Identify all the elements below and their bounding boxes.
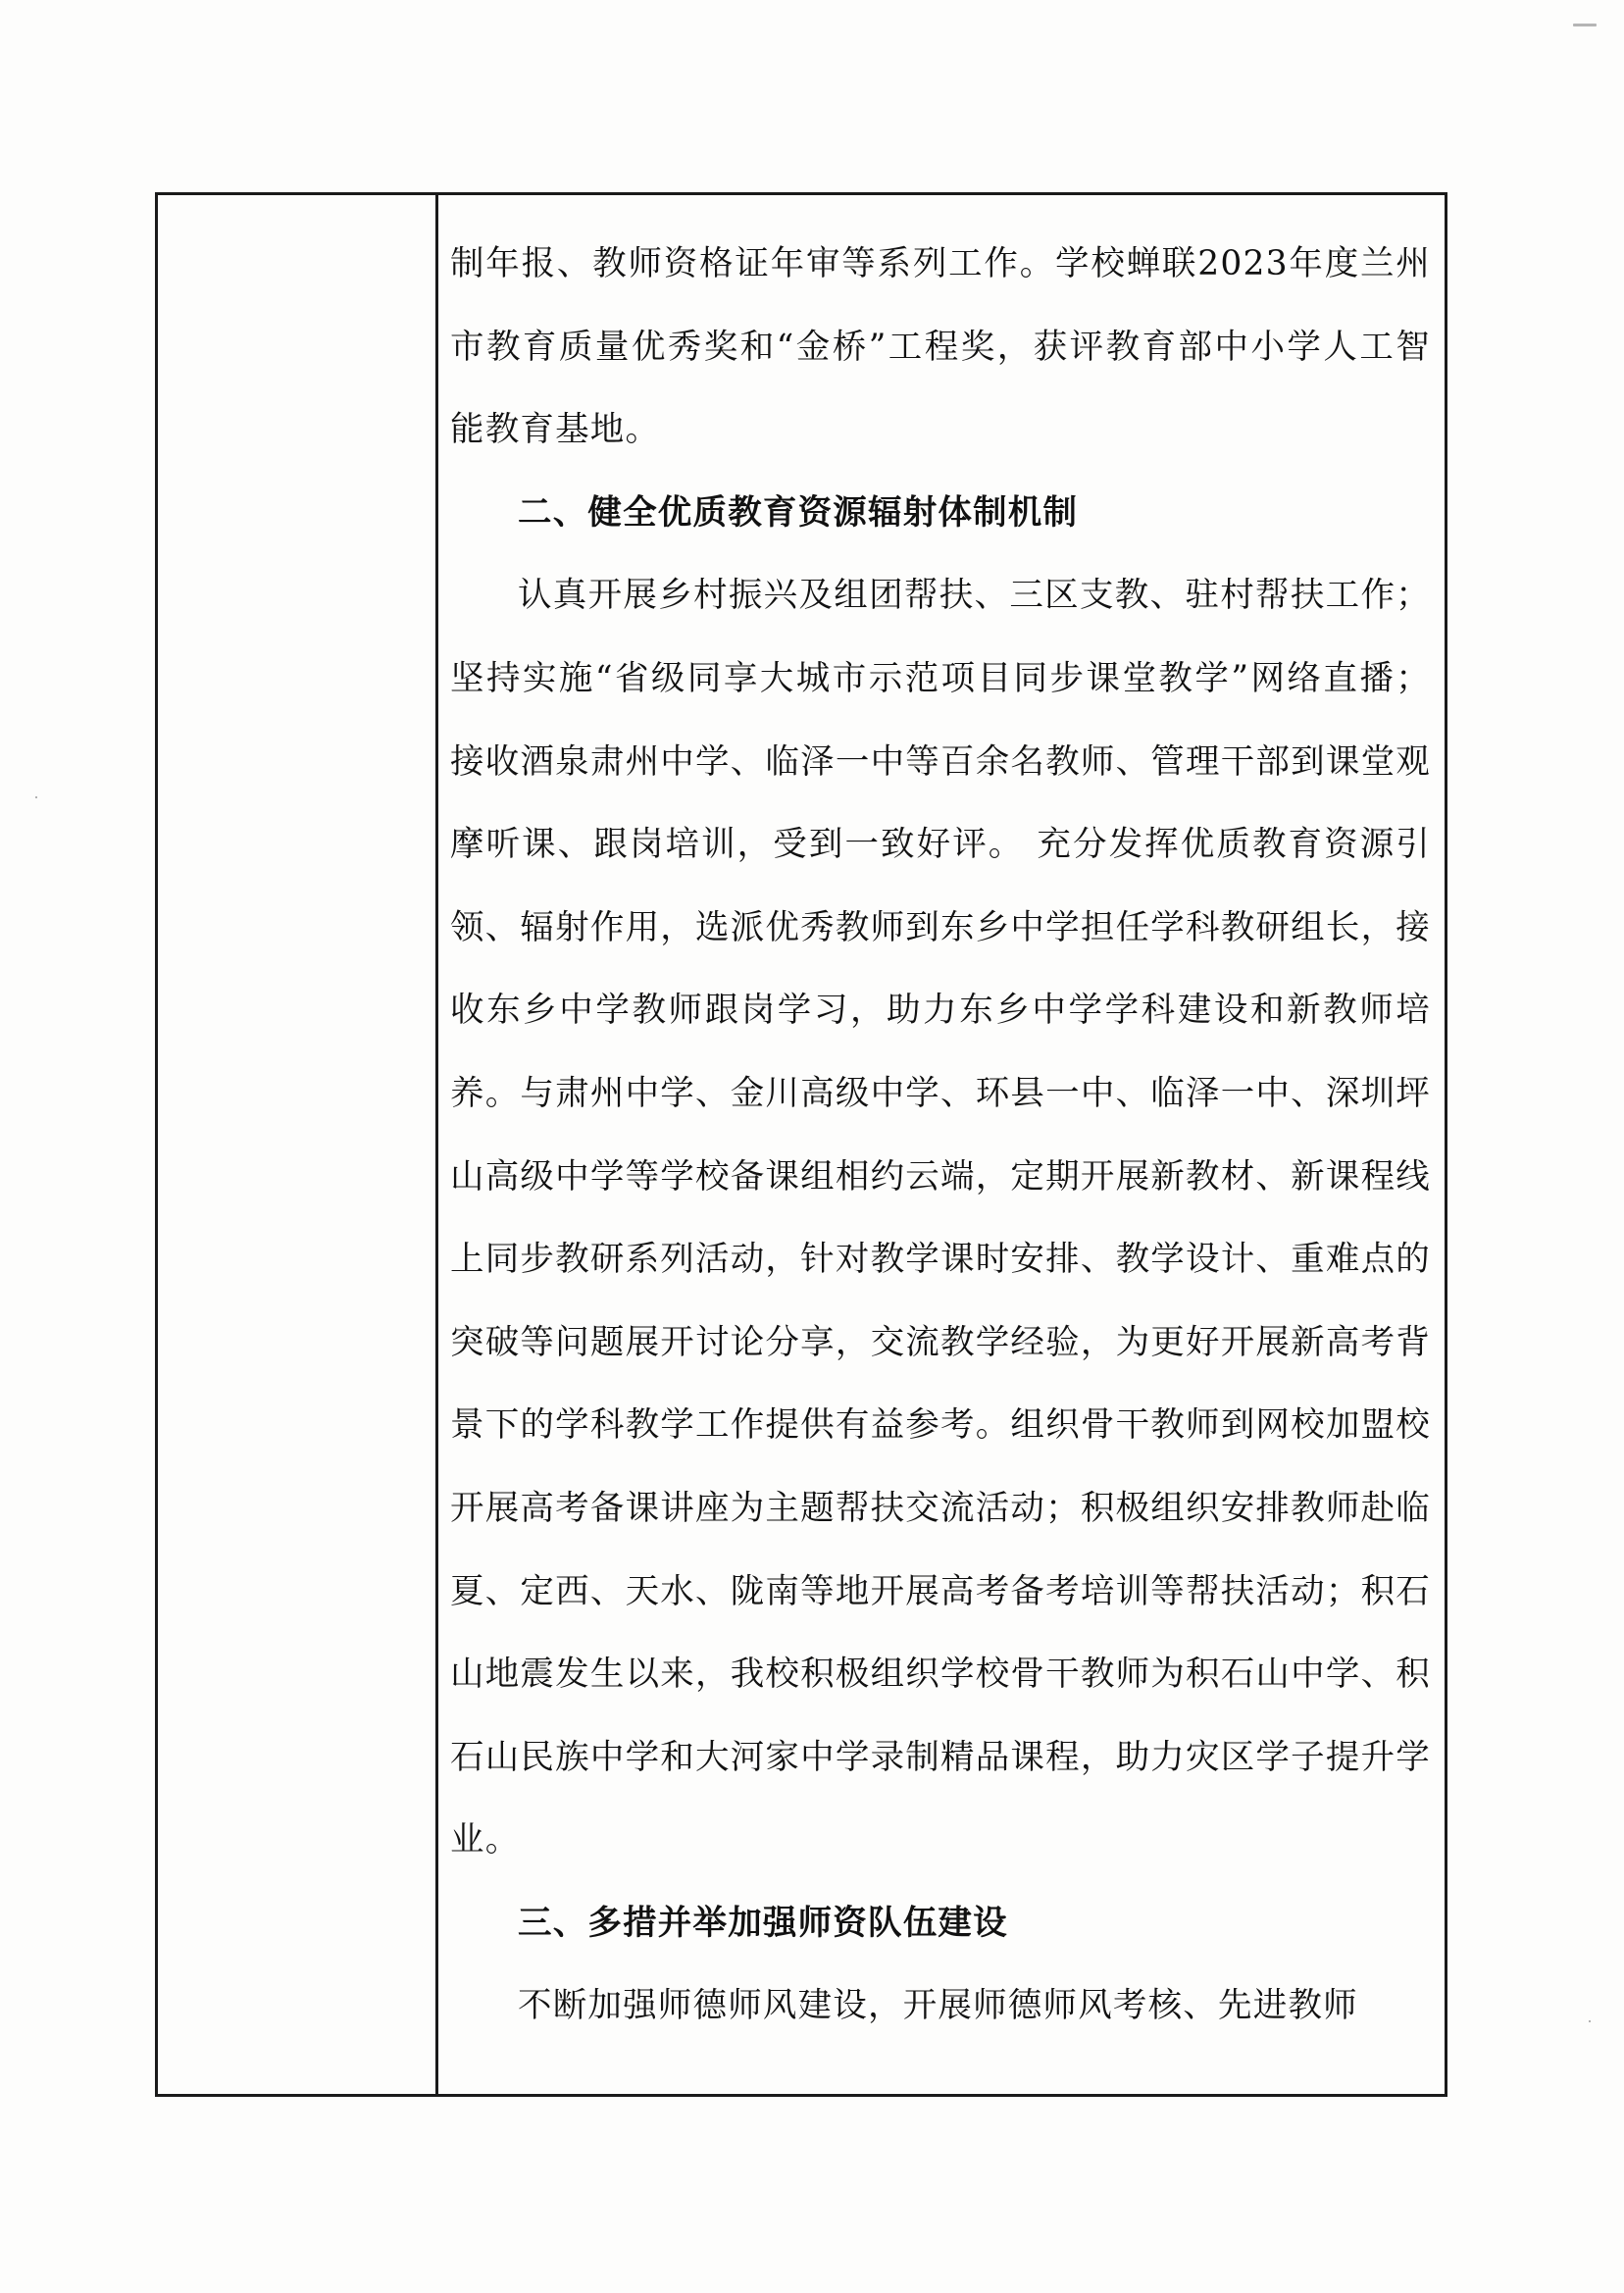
body-paragraph: 认真开展乡村振兴及组团帮扶、三区支教、驻村帮扶工作；坚持实施“省级同享大城市示范项目同步课堂教学”网络直播；接收酒泉肃州中学、临泽一中等百余名教师、管理干部到课堂观摩听课、跟岗培训，受到一致好评。 充分发挥优质教育资源引领、辐射作用，选派优秀教师到东乡中学担任学科教研组长，接收东乡中学教师跟岗学习，助力东乡中学学科建设和新教师培养。与肃州中学、金川高级中学、环县一中、临泽一中、深圳坪山高级中学等学校备课组相约云端，定期开展新教材、新课程线上同步教研系列活动，针对教学课时安排、教学设计、重难点的突破等问题展开讨论分享，交流教学经验，为更好开展新高考背景下的学科教学工作提供有益参考。组织骨干教师到网校加盟校开展高考备课讲座为主题帮扶交流活动；积极组织安排教师赴临夏、定西、天水、陇南等地开展高考备考培训等帮扶活动；积石山地震发生以来，我校积极组织学校骨干教师为积石山中学、积石山民族中学和大河家中学录制精品课程，助力灾区学子提升学业。 xyxy=(450,576,1431,1860)
body-paragraph: 不断加强师德师风建设，开展师德师风考核、先进教师 xyxy=(518,1986,1358,2026)
scan-speck xyxy=(1573,24,1597,26)
scan-speck xyxy=(1589,2020,1591,2022)
section-heading-2: 二、健全优质教育资源辐射体制机制 xyxy=(518,492,1079,533)
scan-speck xyxy=(35,796,37,798)
table-content-column xyxy=(438,195,1445,2094)
continuation-paragraph: 制年报、教师资格证年审等系列工作。学校蝉联2023年度兰州市教育质量优秀奖和“金桥”工程奖，获评教育部中小学人工智能教育基地。 xyxy=(450,244,1431,450)
section-heading-3: 三、多措并举加强师资队伍建设 xyxy=(518,1903,1008,1943)
table-label-column xyxy=(158,195,438,2094)
form-table xyxy=(155,192,1447,2097)
